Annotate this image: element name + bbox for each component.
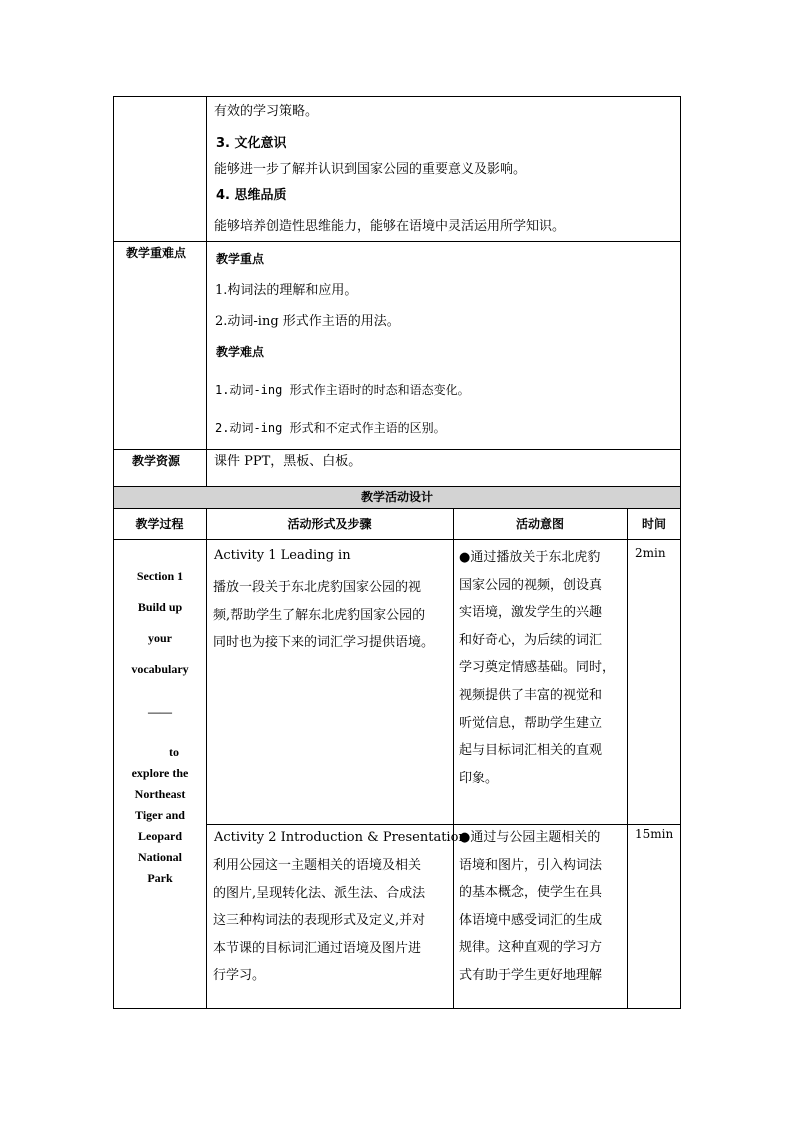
section-label-line: National <box>137 850 182 864</box>
section-label-line: Tiger and <box>135 808 185 822</box>
intent-line: 学习奠定情感基础。同时， <box>459 660 616 676</box>
intent-line: 起与目标词汇相关的直观 <box>459 743 603 759</box>
key-points-label: 教学重难点 <box>126 246 187 260</box>
section-label-line: Section 1 <box>136 569 184 583</box>
difficulty-item: 2.动词-ing 形式和不定式作主语的区别。 <box>215 421 446 435</box>
header-time: 时间 <box>641 517 666 531</box>
intent-line: 听觉信息，帮助学生建立 <box>459 715 603 731</box>
intent-line: 国家公园的视频，创设真 <box>459 577 603 593</box>
header-form: 活动形式及步骤 <box>287 517 372 531</box>
form-line: 同时也为接下来的词汇学习提供语境。 <box>213 635 435 651</box>
intent-line: ●通过播放关于东北虎豹 <box>459 550 601 565</box>
header-intent: 活动意图 <box>515 517 564 531</box>
activity-form-steps <box>213 574 434 657</box>
difficulty-item: 1.动词-ing 形式作主语时的时态和语态变化。 <box>215 383 470 397</box>
thinking-text: 能够培养创造性思维能力，能够在语境中灵活运用所学知识。 <box>214 219 566 234</box>
difficulty-heading: 教学难点 <box>216 345 265 359</box>
row-divider <box>113 508 681 509</box>
section-label-line: Leopard <box>137 829 182 843</box>
activity-title: Activity 2 Introduction & Presentation <box>214 830 467 845</box>
intent-line: 规律。这种直观的学习方 <box>459 940 603 956</box>
focus-item: 1.构词法的理解和应用。 <box>215 283 358 298</box>
activity-time: 15min <box>635 827 674 841</box>
intent-line: 印象。 <box>459 770 499 786</box>
activity-time: 2min <box>635 546 666 560</box>
form-line: 频,帮助学生了解东北虎豹国家公园的 <box>213 607 426 623</box>
activity-title: Activity 1 Leading in <box>214 548 351 563</box>
focus-item: 2.动词-ing 形式作主语的用法。 <box>215 314 400 329</box>
objective-text: 有效的学习策略。 <box>214 104 319 119</box>
section-label <box>113 566 207 889</box>
culture-text: 能够进一步了解并认识到国家公园的重要意义及影响。 <box>214 162 527 177</box>
resources-text: 课件 PPT，黑板、白板。 <box>214 454 362 469</box>
column-divider <box>453 508 454 1009</box>
thinking-heading: 4. 思维品质 <box>216 188 287 203</box>
section-label-line: Build up <box>137 600 183 614</box>
column-divider <box>627 508 628 1009</box>
activity-intent <box>459 544 615 792</box>
resources-label: 教学资源 <box>132 454 181 468</box>
intent-line: 视频提供了丰富的视觉和 <box>459 687 603 703</box>
section-label-line: Northeast <box>134 787 186 801</box>
section-label-line: explore the <box>131 766 189 780</box>
activity-intent <box>459 824 602 990</box>
row-divider <box>113 241 681 242</box>
intent-line: ●通过与公园主题相关的 <box>459 830 601 845</box>
section-label-line: to <box>169 745 179 759</box>
form-line: 利用公园这一主题相关的语境及相关 <box>213 858 422 873</box>
form-line: 播放一段关于东北虎豹国家公园的视 <box>213 580 422 595</box>
focus-heading: 教学重点 <box>216 252 265 266</box>
form-line: 的图片,呈现转化法、派生法、合成法 <box>213 885 426 901</box>
activity-form-steps <box>213 852 425 990</box>
intent-line: 语境和图片，引入构词法 <box>459 857 603 873</box>
form-line: 本节课的目标词汇通过语境及图片进 <box>213 940 422 956</box>
intent-line: 和好奇心，为后续的词汇 <box>459 632 603 648</box>
intent-line: 的基本概念，使学生在具 <box>459 885 603 901</box>
culture-heading: 3. 文化意识 <box>216 136 287 151</box>
section-label-line: —— <box>148 705 172 719</box>
intent-line: 式有助于学生更好地理解 <box>459 967 603 983</box>
row-divider <box>113 539 681 540</box>
column-divider <box>206 96 207 487</box>
intent-line: 实语境，激发学生的兴趣 <box>459 605 603 621</box>
form-line: 行学习。 <box>213 968 266 984</box>
activity-design-banner: 教学活动设计 <box>114 487 680 508</box>
row-divider <box>113 449 681 450</box>
section-label-line: Park <box>147 871 173 885</box>
form-line: 这三种构词法的表现形式及定义,并对 <box>213 913 426 929</box>
intent-line: 体语境中感受词汇的生成 <box>459 912 603 928</box>
row-divider <box>206 824 681 825</box>
section-label-line: your <box>148 631 172 645</box>
header-process: 教学过程 <box>135 517 184 531</box>
section-label-line: vocabulary <box>131 662 189 676</box>
